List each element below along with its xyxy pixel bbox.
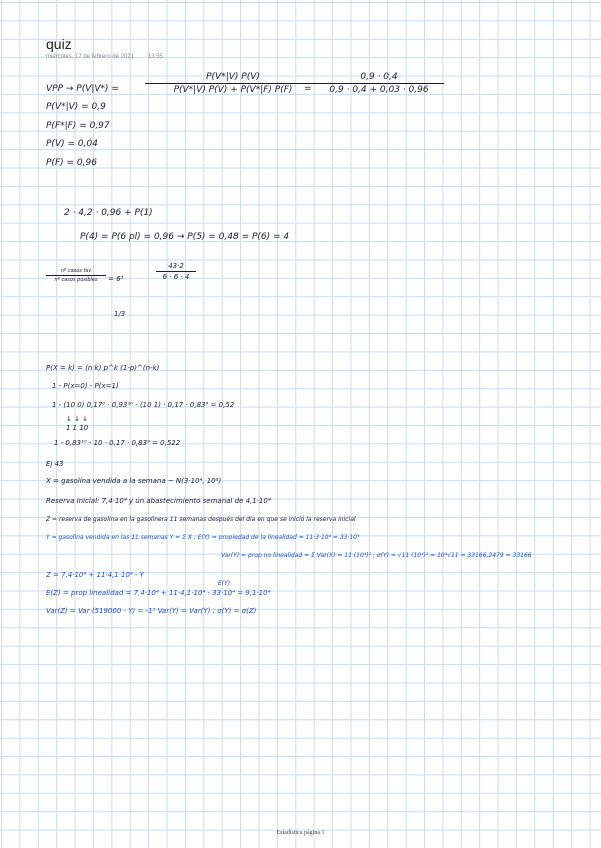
probability-fraction (156, 262, 196, 281)
expected-y-label: E(Y) (218, 580, 231, 587)
binomial-line-3: 1 - (10 0) 0,17⁰ · 0,93¹⁰ - (10 1) · 0,17 · 0,83⁹ = 0,52 (52, 401, 235, 409)
binomial-line-2: 1 - P(x=0) - P(x=1) (52, 382, 119, 390)
page-title: quiz (46, 36, 72, 52)
probability-numerator: 43·2 (168, 262, 184, 270)
ratio-numerator: nº casos fav (60, 268, 92, 274)
given-line: P(F*|F) = 0,97 (46, 121, 110, 131)
given-line: P(V) = 0,04 (46, 139, 98, 149)
equals-sign: = (304, 84, 312, 94)
ratio-result: = 6³ (108, 275, 124, 283)
given-line: P(V*|V) = 0,9 (46, 102, 106, 112)
dice-line-1: 2 · 4,2 · 0,96 + P(1) (64, 208, 153, 218)
fraction-bar (46, 275, 106, 276)
given-line: P(F) = 0,96 (46, 158, 97, 168)
fraction-bar (145, 83, 321, 84)
reserve-line: Reserva inicial: 7,4·10⁴ y un abastecimiento semanal de 4,1·10⁴ (46, 497, 271, 505)
binomial-arrows: ↓ ↓ ↓ (66, 415, 89, 423)
binomial-arrow-labels: 1 1 10 (66, 424, 89, 432)
fraction-bar (314, 83, 444, 84)
page-header (46, 36, 163, 60)
page-date: miércoles, 17 de febrero de 2021 (46, 54, 135, 60)
numeric-denominator: 0,9 · 0,4 + 0,03 · 0,96 (329, 85, 429, 95)
expected-z: E(Z) = prop linealidad = 7,4·10⁴ + 11·4,1·10⁴ - 33·10⁴ = 9,1·10⁴ (46, 589, 271, 597)
laplace-ratio (46, 268, 106, 283)
dice-line-2: P(4) = P(6 pl) = 0,96 → P(5) = 0,48 = P(6) = 4 (80, 232, 290, 242)
ratio-denominator: nº casos posibles (54, 277, 98, 283)
bayes-fraction (145, 72, 321, 95)
z-expression: Z = 7,4·10⁴ + 11·4,1·10⁴ - Y (46, 571, 144, 579)
vpp-lhs: VPP → P(V|V*) = (46, 84, 119, 94)
fraction-bar (156, 271, 196, 272)
bayes-numerator: P(V*|V) P(V) (206, 72, 260, 82)
variance-y: Var(Y) = prop no linealidad = Σ Var(X) = 11 (10⁴)² ; σ(Y) = √11 (10⁴)² = 10⁴√11 = 33166,2479 ≈ 33166 (221, 552, 532, 559)
page-time: 13:55 (147, 54, 163, 60)
binomial-line-4: 1 - 0,83¹⁰ - 10 · 0,17 · 0,83⁹ = 0,522 (54, 439, 181, 447)
normal-dist-line: X = gasolina vendida a la semana ~ N(3·10⁴, 10⁸) (46, 477, 222, 485)
numeric-fraction (314, 72, 444, 95)
page-footer: Estadística página 1 (276, 830, 325, 836)
binomial-formula: P(X = k) = (n k) p^k (1-p)^(n-k) (46, 364, 160, 372)
definition-z: Z = reserva de gasolina en la gasolinera 11 semanas después del día en que se inició la reserva inicial (46, 516, 356, 523)
exercise-heading: Ej 43 (46, 460, 64, 468)
bayes-denominator: P(V*|V) P(V) + P(V*|F) P(F) (173, 85, 293, 95)
variance-z: Var(Z) = Var (519000 - Y) = -1² Var(Y) = Var(Y) ; σ(Y) = σ(Z) (46, 607, 257, 615)
definition-y: Y = gasolina vendida en las 11 semanas Y = Σ X ; E(Y) = propiedad de la linealidad = 11·3·10⁴ = 33·10⁴ (46, 534, 360, 541)
probability-result: 1/3 (114, 310, 126, 318)
probability-denominator: 6 · 6 · 4 (162, 273, 190, 281)
page-meta (46, 54, 163, 60)
numeric-numerator: 0,9 · 0,4 (360, 72, 398, 82)
